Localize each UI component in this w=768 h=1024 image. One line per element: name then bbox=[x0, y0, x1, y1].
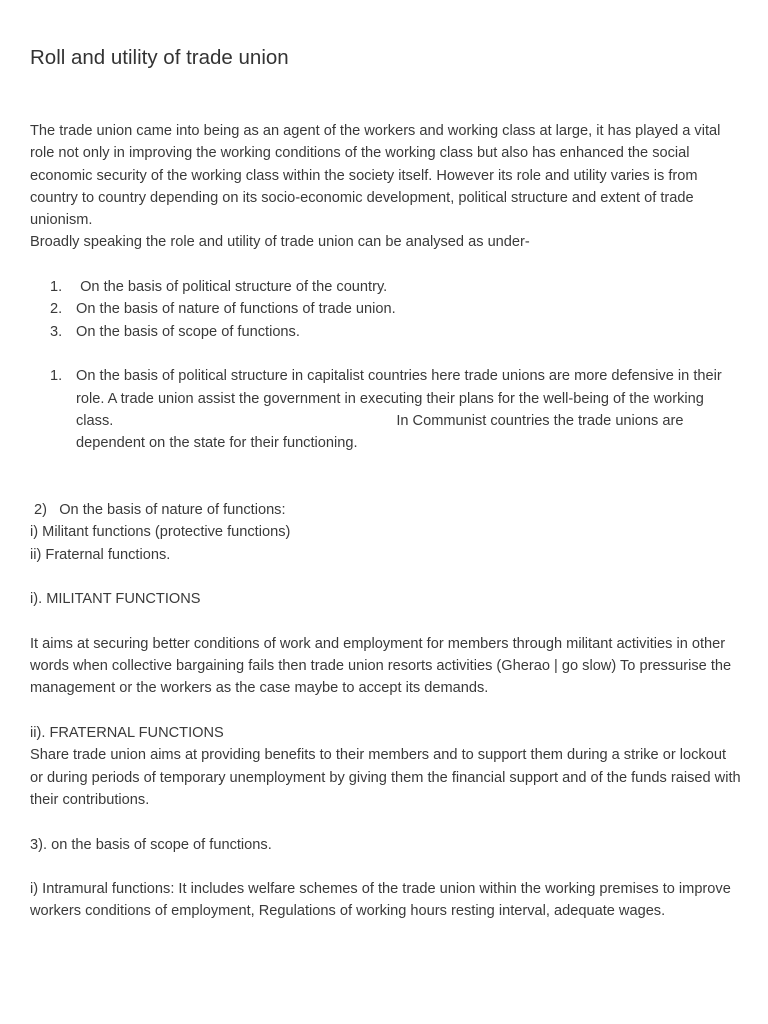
list-number: 1. bbox=[50, 368, 63, 385]
intro-paragraph: The trade union came into being as an agent of the workers and working class at large, it has played a vital role not only in improving the working conditions of the working class but also has enhanced the social economic security of the working class within the society itself. However its role and utility varies is from country to country depending on its socio-economic development, political structure and extent of trade unionism. bbox=[30, 123, 721, 229]
nature-item-militant: i) Militant functions (protective functions) bbox=[30, 524, 291, 541]
scope-heading: 3). on the basis of scope of functions. bbox=[30, 836, 272, 853]
list-number: 3. bbox=[50, 323, 63, 340]
militant-heading: i). MILITANT FUNCTIONS bbox=[30, 591, 201, 608]
nature-item-fraternal: ii) Fraternal functions. bbox=[30, 546, 171, 563]
list-item-text: On the basis of nature of functions of trade union. bbox=[76, 301, 396, 318]
nature-heading: 2) On the basis of nature of functions: bbox=[30, 502, 286, 519]
document-body bbox=[30, 120, 742, 923]
intro-lead-in: Broadly speaking the role and utility of trade union can be analysed as under- bbox=[30, 234, 530, 251]
list-number: 2. bbox=[50, 301, 63, 318]
list-item bbox=[30, 298, 742, 320]
intramural-text: i) Intramural functions: It includes welfare schemes of the trade union within the working premises to improve workers conditions of employment, Regulations of working hours resting interval, adequate wages. bbox=[30, 881, 731, 920]
list-number: 1. bbox=[50, 279, 63, 296]
list-item-text: On the basis of political structure of the country. bbox=[76, 279, 388, 296]
list-item bbox=[30, 365, 742, 454]
page-title: Roll and utility of trade union bbox=[30, 46, 289, 69]
list-item-text: On the basis of scope of functions. bbox=[76, 323, 300, 340]
political-capitalist-text: On the basis of political structure in capitalist countries here trade unions are more defensive in their role. A trade union assist the government in executing their plans for the well-being of the working class. bbox=[76, 368, 722, 429]
political-communist-text: In Communist countries the trade unions are dependent on the state for their functioning. bbox=[76, 412, 684, 452]
militant-text: It aims at securing better conditions of work and employment for members through militant activities in other words when collective bargaining fails then trade union resorts activities (Gherao | go slow) To pressurise the management or the workers as the case maybe to accept its demands. bbox=[30, 635, 732, 697]
political-structure-section bbox=[30, 365, 742, 454]
fraternal-heading: ii). FRATERNAL FUNCTIONS bbox=[30, 725, 224, 742]
fraternal-text: Share trade union aims at providing benefits to their members and to support them during a strike or lockout or during periods of temporary unemployment by giving them the financial support and of the funds raised with their contributions. bbox=[30, 747, 741, 808]
list-item bbox=[30, 321, 742, 343]
bases-list bbox=[30, 276, 742, 343]
list-item bbox=[30, 276, 742, 298]
